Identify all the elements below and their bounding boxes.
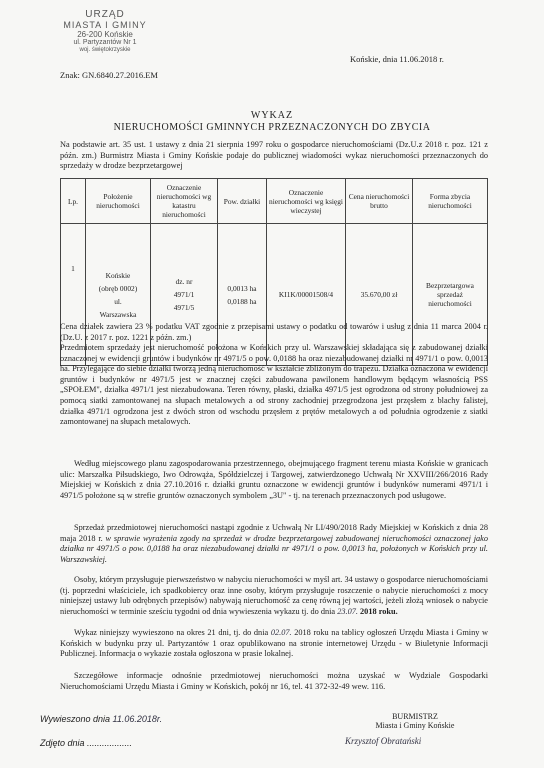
removed-dots: .................. [87, 738, 133, 748]
col-form: Forma zbycia nieruchomości [413, 179, 488, 224]
col-kw: Oznaczenie nieruchomości wg księgi wieczystej [267, 179, 346, 224]
stamp-line-3: 26-200 Końskie [77, 30, 133, 39]
area-plot-1: 0,0013 ha [227, 283, 257, 293]
location-street: Warszawska [99, 309, 137, 319]
col-lp: Lp. [61, 179, 86, 224]
col-designation: Oznaczenie nieruchomości wg katastru nieruchomości [151, 179, 218, 224]
resolution-paragraph [60, 523, 488, 565]
location-street-prefix: ul. [114, 296, 122, 306]
removed-label: Zdjęto dnia [40, 738, 85, 748]
resolution-text: Sprzedaż przedmiotowej nieruchomości nastąpi zgodnie z Uchwałą Nr LI/490/2018 Rady Miejskiej w Końskich z dnia 28 maja 2018 r. [60, 523, 488, 543]
designation-plot-1: 4971/1 [173, 290, 195, 299]
reference-number: Znak: GN.6840.27.2016.EM [60, 70, 158, 80]
location-city: Końskie [105, 270, 131, 280]
posting-paragraph [60, 628, 488, 660]
location-precinct: (obręb 0002) [98, 283, 138, 293]
signature-name: Krzysztof Obratański [345, 736, 422, 746]
place-date: Końskie, dnia 11.06.2018 r. [350, 54, 444, 64]
priority-deadline-date: 23.07. [337, 606, 358, 616]
posting-details: 2018 roku na tablicy ogłoszeń Urzędu Miasta i Gminy w Końskich w budynku przy ul. Partyzantów 1 oraz opublikowano na stronie internetowej Urzędu - w Biuletynie Informacji Publicznej. Informacja o wykazie została ogłoszona w prasie lokalnej. [60, 628, 489, 659]
contact-paragraph: Szczegółowe informacje odnośnie przedmiotowej nieruchomości można uzyskać w Wydziale Gospodarki Nieruchomościami Urzędu Miasta i Gminy w Końskich, pokój nr 16, tel. 41 372-32-49 wew. 116. [60, 671, 488, 691]
col-price: Cena nieruchomości brutto [346, 179, 413, 224]
priority-paragraph [60, 575, 488, 617]
posted-date-line [40, 714, 162, 724]
stamp-line-5: woj. świętokrzyskie [79, 47, 131, 53]
designation-plot-2: 4971/5 [173, 303, 195, 312]
signature-office: Miasta i Gminy Końskie [375, 721, 455, 730]
posting-end-date: 02.07. [270, 628, 292, 637]
col-area: Pow. działki [218, 179, 267, 224]
row-form: Bezprzetargowa sprzedaż nieruchomości [413, 224, 488, 366]
vat-paragraph: Cena działek zawiera 23 % podatku VAT zgodnie z przepisami ustawy o podatku od towarów i usług z dnia 11 marca 2004 r. (Dz.U. z 2017 r. poz. 1221 z późn. zm.) [60, 322, 488, 342]
row-lp: 1 [61, 224, 86, 366]
resolution-title: w sprawie wyrażenia zgody na sprzedaż w drodze bezprzetargowej zabudowanej nieruchomości oznaczonej jako działka nr 4971/5 o pow. 0,0188 ha oraz niezabudowanej działki nr 4971/1 o pow. 0,0013 ha, położonych w Końskich przy ul. Warszawskiej. [60, 533, 488, 564]
row-kw: KI1K/00001508/4 [267, 224, 346, 366]
priority-deadline-year: 2018 roku. [360, 606, 398, 616]
posted-label: Wywieszono dnia [40, 714, 111, 724]
designation-label: dz. nr [175, 277, 193, 286]
area-plot-2: 0,0188 ha [227, 296, 257, 306]
description-paragraph: Przedmiotem sprzedaży jest nieruchomość położona w Końskich przy ul. Warszawskiej składająca się z zabudowanej działki oznaczonej w ewidencji gruntów i budynków nr 4971/5 o pow. 0,0188 ha oraz niezabudowanej działki nr 4971/1 o pow. 0,0013 ha. Przylegające do siebie działki tworzą jedną nieruchomość w kształcie zbliżonym do trapezu. Działka oznaczona w ewidencji gruntów i budynków nr 4971/5 jest w znacznej części zabudowana pawilonem handlowym będącym własnością PSS „SPOŁEM", działka 4971/1 jest niezabudowana. Teren równy, płaski, działka 4971/5 jest ogrodzona od strony południowej za pomocą siatki zamontowanej na słupach metalowych a od strony zachodniej przegrodzona jest przęsłem z blachy falistej, działka 4971/1 ogrodzona jest z dwóch stron od wschodu przęsłem z prętów metalowych a od południa ogrodzenie z siatki zamontowanej na słupach metalowych. [60, 343, 488, 427]
table-header-row [61, 179, 488, 224]
posted-date: 11.06.2018r. [112, 714, 163, 724]
removed-date-line [40, 738, 132, 748]
col-location: Położenie nieruchomości [86, 179, 151, 224]
stamp-line-4: ul. Partyzantów Nr 1 [73, 39, 137, 46]
intro-paragraph: Na podstawie art. 35 ust. 1 ustawy z dnia 21 sierpnia 1997 roku o gospodarce nieruchomościami (Dz.U.z 2018 r. poz. 121 z późn. zm.) Burmistrz Miasta i Gminy Końskie podaje do publicznej wiadomości wykaz nieruchomości przeznaczonych do sprzedaży w drodze bezprzetargowej [60, 140, 488, 171]
mayor-signature-block [360, 712, 470, 730]
document-subtitle: NIERUCHOMOŚCI GMINNYCH PRZEZNACZONYCH DO ZBYCIA [113, 122, 431, 133]
signature-title: BURMISTRZ [392, 712, 438, 721]
office-stamp [50, 10, 160, 54]
stamp-line-1: URZĄD [85, 9, 125, 20]
stamp-line-2: MIASTA I GMINY [63, 20, 147, 30]
posting-text: Wykaz niniejszy wywieszono na okres 21 dni, tj. do dnia [74, 628, 269, 637]
document-title: WYKAZ [250, 110, 294, 121]
priority-text: Osoby, którym przysługuje pierwszeństwo w nabyciu nieruchomości w myśl art. 34 ustawy o gospodarce nieruchomościami (tj. poprzedni właściciele, ich spadkobiercy oraz inne osoby, którym przysługuje roszczenie o nabycie nieruchomości z mocy niniejszej ustawy lub odrębnych przepisów) nabywają nieruchomość za cenę równą jej wartości, jeżeli złożą wniosek o nabycie nieruchomości w terminie sześciu tygodni od dnia wywieszenia wykazu tj. do dnia [60, 575, 488, 616]
zoning-paragraph: Według miejscowego planu zagospodarowania przestrzennego, obejmującego fragment terenu miasta Końskie w granicach ulic: Marszałka Piłsudskiego, Iwo Odrowąża, Spółdzielczej i Targowej, zatwierdzonego Uchwałą Nr XXVIII/266/2016 Rady Miejskiej w Końskich z dnia 27.10.2016 r. działki gruntu oznaczone w ewidencji gruntów i budynków numerami 4971/1 i 4971/5 położone są w strefie gruntów oznaczonych symbolem „3U" - tj. na terenach przeznaczonych pod usługowe. [60, 459, 488, 500]
row-price: 35.670,00 zł [346, 224, 413, 366]
